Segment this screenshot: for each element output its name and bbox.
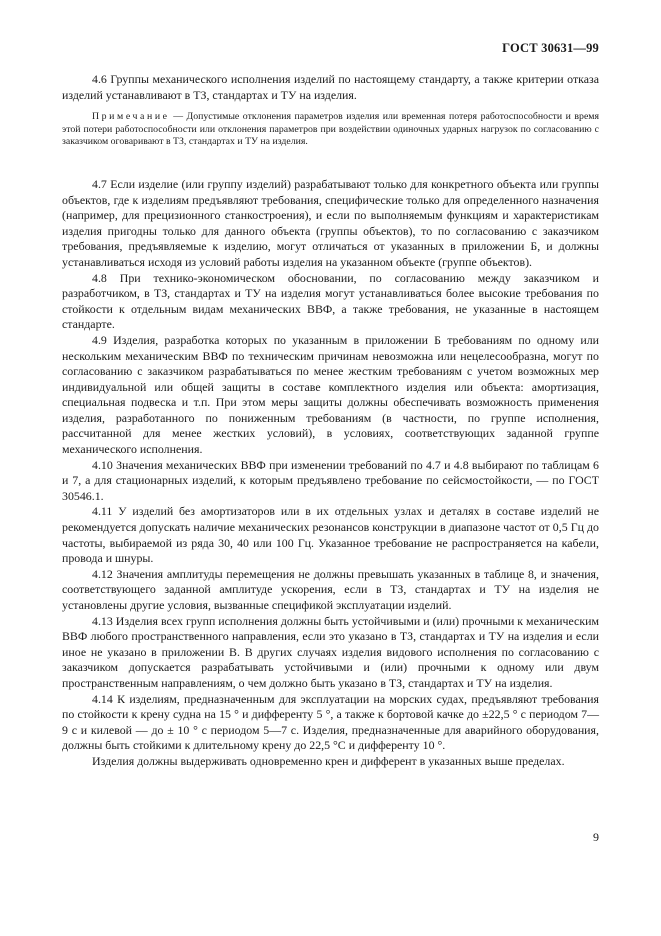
paragraph-4-9: 4.9 Изделия, разработка которых по указанным в приложении Б требованиям по одному или нескольким механическим ВВФ по техническим причинам невозможна или нецелесообразна, могут по согласованию с заказчиком разрабатываться по менее жестким требованиям с учетом возможных мер индивидуальной или общей защиты в составе комплектного изделия или объекта: амортизация, специальная подвеска и т.п. При этом меры защиты должны обеспечивать возможность применения изделия, разработанного по пониженным требованиям (в частности, по группе исполнения, рассчитанной для менее жестких условий), в условиях, соответствующих заданной группе механического исполнения. (62, 332, 599, 457)
note-text: — Допустимые отклонения параметров изделия или временная потеря работоспособности и время этой потери работоспособности или отклонения параметров при воздействии одиночных ударных нагрузок по согласованию с заказчиком оговаривают в ТЗ, стандартах и ТУ на изделия. (62, 111, 599, 148)
paragraph-4-13: 4.13 Изделия всех групп исполнения должны быть устойчивыми и (или) прочными к механическим ВВФ любого пространственного направления, если это указано в ТЗ, стандартах и ТУ на изделия и если иное не указано в приложении В. В других случаях изделия видового исполнения по согласованию с заказчиком допускается разрабатывать устойчивыми и (или) прочными к одному или двум пространственным направлениям, о чем должно быть указано в ТЗ, стандартах и ТУ на изделия. (62, 613, 599, 690)
paragraph-4-7: 4.7 Если изделие (или группу изделий) разрабатывают только для конкретного объекта или группы объектов, где к изделиям предъявляют требования, специфические только для определенного назначения (например, для прецизионного станкостроения), и если по выполняемым функциям и характеристикам изделия пригодны только для данного объекта (группы объектов), то по согласованию с заказчиком требования, предъявляемые к изделию, могут отличаться от указанных в приложении Б, и должны устанавливаться исходя из условий работы изделия на указанном объекте (группе объектов). (62, 176, 599, 269)
note-lead: Примечание (92, 111, 170, 123)
paragraph-4-12: 4.12 Значения амплитуды перемещения не должны превышать указанных в таблице 8, и значения, соответствующего заданной амплитуде ускорения, если в ТЗ, стандартах и ТУ на изделия не установлены другие условия, вызванные спецификой эксплуатации изделий. (62, 566, 599, 612)
document-body (62, 72, 599, 770)
paragraph-4-6: 4.6 Группы механического исполнения изделий по настоящему стандарту, а также критерии отказа изделий устанавливают в ТЗ, стандартах и ТУ на изделия. (62, 72, 599, 102)
spacer (62, 103, 599, 111)
paragraph-4-8: 4.8 При технико-экономическом обосновании, по согласованию между заказчиком и разработчиком, в ТЗ, стандартах и ТУ на изделия могут устанавливаться более высокие требования по стойкости к отдельным видам механических ВВФ, а также требования, не указанные в настоящем стандарте. (62, 270, 599, 332)
page-number: 9 (593, 830, 599, 844)
spacer (62, 149, 599, 177)
paragraph-4-14-continued: Изделия должны выдерживать одновременно крен и дифферент в указанных выше пределах. (92, 753, 565, 768)
standard-header: ГОСТ 30631—99 (502, 41, 599, 55)
paragraph-4-14: 4.14 К изделиям, предназначенным для эксплуатации на морских судах, предъявляют требования по стойкости к крену судна на 15 ° и дифференту 5 °, а также к бортовой качке до ±22,5 ° с периодом 7—9 с и килевой — до ± 10 ° с периодом 5—7 с. Изделия, предназначенные для аварийного оборудования, должны быть стойкими к длительному крену до 22,5 °С и дифференту 10 °. (62, 691, 599, 753)
paragraph-4-10: 4.10 Значения механических ВВФ при изменении требований по 4.7 и 4.8 выбирают по таблицам 6 и 7, а для стационарных изделий, к которым предъявлено требование по сейсмостойкости, — по ГОСТ 30546.1. (62, 457, 599, 503)
note (62, 111, 599, 149)
paragraph-4-11: 4.11 У изделий без амортизаторов или в их отдельных узлах и деталях в составе изделий не рекомендуется допускать наличие механических резонансов конструкции в диапазоне частот от 0,5 Гц до частоты, выбираемой из ряда 30, 40 или 100 Гц. Указанное требование не распространяется на кабели, провода и шнуры. (62, 504, 599, 566)
